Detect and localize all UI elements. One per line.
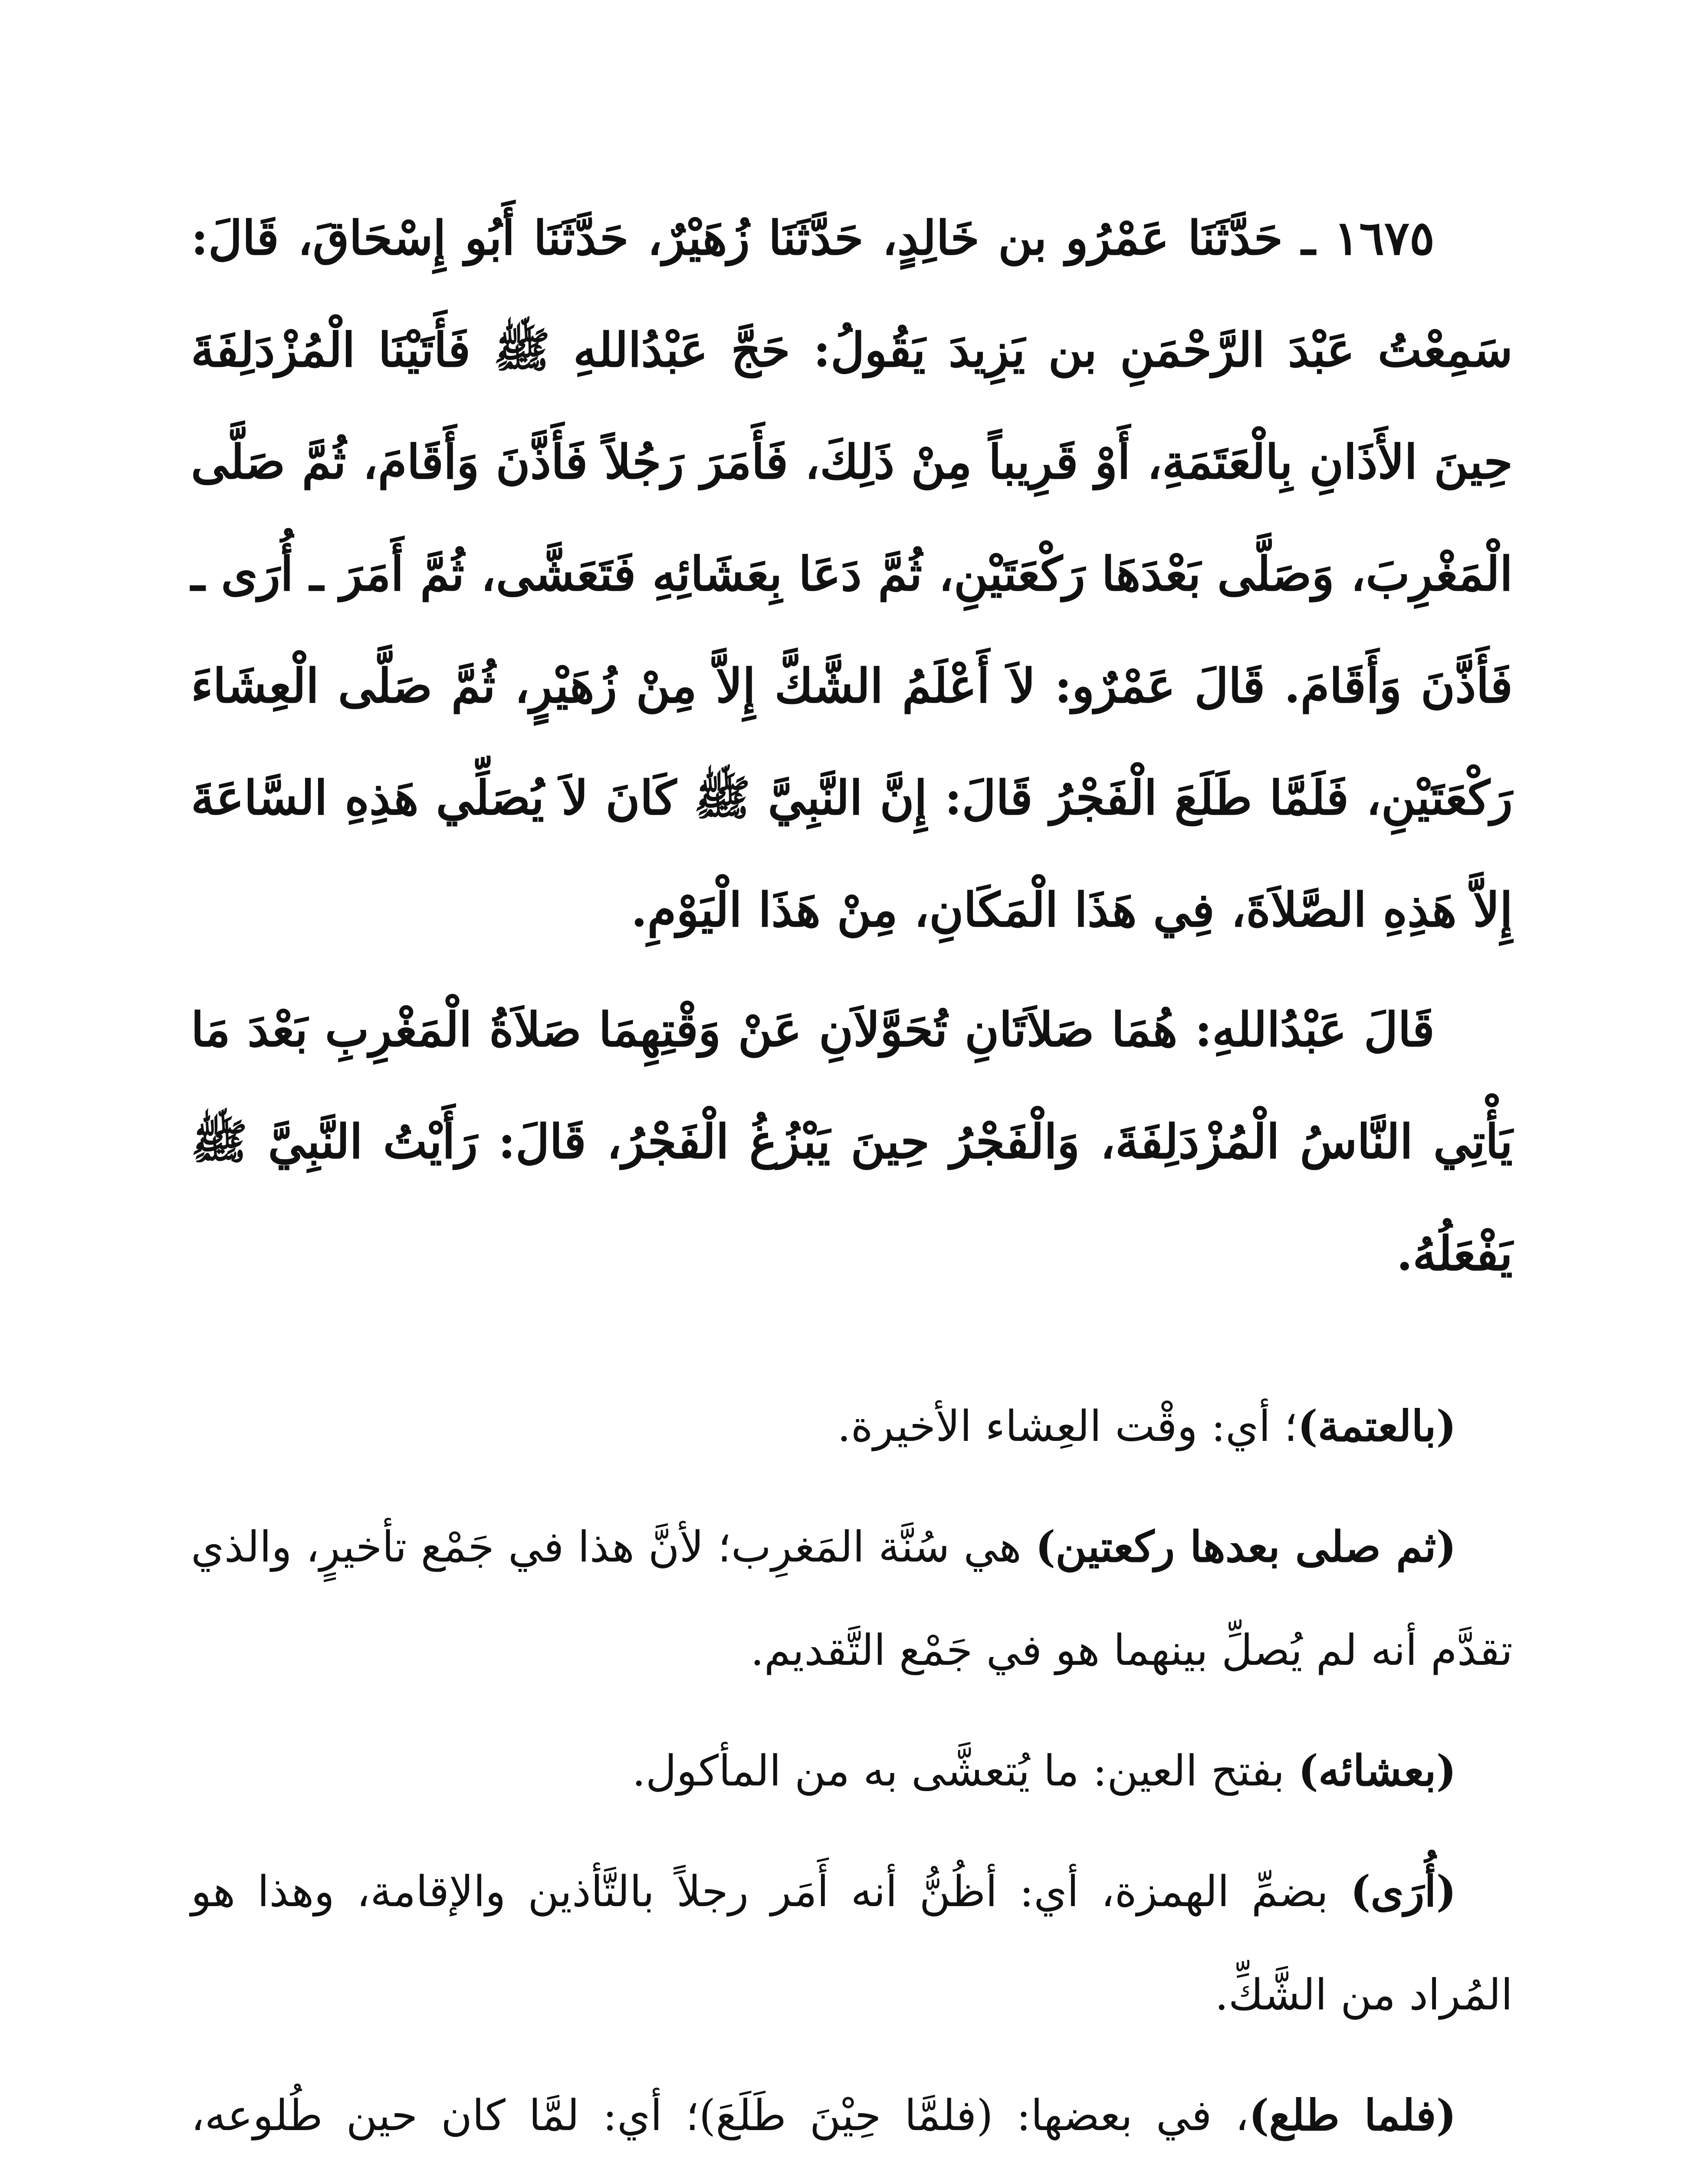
commentary-entry-2 — [191, 1496, 1513, 1702]
commentary-text: بضمِّ الهمزة، أي: أظُنُّ أنه أَمَر رجلاً بالتَّأذين والإقامة، وهذا هو المُراد من الشَّكِّ. — [191, 1867, 1513, 2020]
commentary-lemma: (ثم صلى بعدها ركعتين) — [1035, 1522, 1456, 1572]
commentary-lemma: (أُرَى) — [1350, 1867, 1456, 1917]
commentary-entry-5 — [191, 2064, 1513, 2170]
commentary-text: ، في بعضها: (فلمَّا حِيْنَ طَلَعَ)؛ أي: لمَّا كان حين طُلوعه، — [191, 2091, 1249, 2140]
hadith-continuation-paragraph: قَالَ عَبْدُاللهِ: هُمَا صَلاَتَانِ تُحَوَّلاَنِ عَنْ وَقْتِهِمَا صَلاَةُ الْمَغْرِبِ بَعْدَ مَا يَأْتِي النَّاسُ الْمُزْدَلِفَةَ، وَالْفَجْرُ حِينَ يَبْزُغُ الْفَجْرُ، قَالَ: رَأَيْتُ النَّبِيَّ ﷺ يَفْعَلُهُ. — [191, 1003, 1513, 1281]
commentary-text: بفتح العين: ما يُتعشَّى به من المأكول. — [632, 1746, 1298, 1796]
commentary-lemma: (بالعتمة) — [1297, 1401, 1456, 1451]
page-content — [191, 182, 1513, 2170]
hadith-paragraph: ١٦٧٥ ـ حَدَّثَنَا عَمْرُو بن خَالِدٍ، حَدَّثَنَا زُهَيْرٌ، حَدَّثَنَا أَبُو إِسْحَاقَ، قَالَ: سَمِعْتُ عَبْدَ الرَّحْمَنِ بن يَزِيدَ يَقُولُ: حَجَّ عَبْدُاللهِ ﷺ فَأَتَيْنَا الْمُزْدَلِفَةَ حِينَ الأَذَانِ بِالْعَتَمَةِ، أَوْ قَرِيباً مِنْ ذَلِكَ، فَأَمَرَ رَجُلاً فَأَذَّنَ وَأَقَامَ، ثُمَّ صَلَّى الْمَغْرِبَ، وَصَلَّى بَعْدَهَا رَكْعَتَيْنِ، ثُمَّ دَعَا بِعَشَائِهِ فَتَعَشَّى، ثُمَّ أَمَرَ ـ أُرَى ـ فَأَذَّنَ وَأَقَامَ. قَالَ عَمْرٌو: لاَ أَعْلَمُ الشَّكَّ إِلاَّ مِنْ زُهَيْرٍ، ثُمَّ صَلَّى الْعِشَاءَ رَكْعَتَيْنِ، فَلَمَّا طَلَعَ الْفَجْرُ قَالَ: إِنَّ النَّبِيَّ ﷺ كَانَ لاَ يُصَلِّي هَذِهِ السَّاعَةَ إِلاَّ هَذِهِ الصَّلاَةَ، فِي هَذَا الْمَكَانِ، مِنْ هَذَا الْيَوْمِ. — [191, 211, 1513, 937]
commentary-lemma: (بعشائه) — [1298, 1746, 1456, 1796]
commentary-text: هي سُنَّة المَغرِب؛ لأنَّ هذا في جَمْع تأخيرٍ، والذي تقدَّم أنه لم يُصلِّ بينهما هو في جَمْع التَّقديم. — [191, 1522, 1513, 1675]
commentary-lemma: (فلما طلع) — [1248, 2091, 1456, 2140]
commentary-text: ؛ أي: وقْت العِشاء الأخيرة. — [837, 1402, 1298, 1451]
commentary-entry-1 — [191, 1375, 1513, 1478]
commentary-entry-4 — [191, 1840, 1513, 2047]
commentary-entry-3 — [191, 1720, 1513, 1823]
hadith-text-block — [191, 182, 1513, 1310]
commentary-block — [191, 1375, 1513, 2170]
